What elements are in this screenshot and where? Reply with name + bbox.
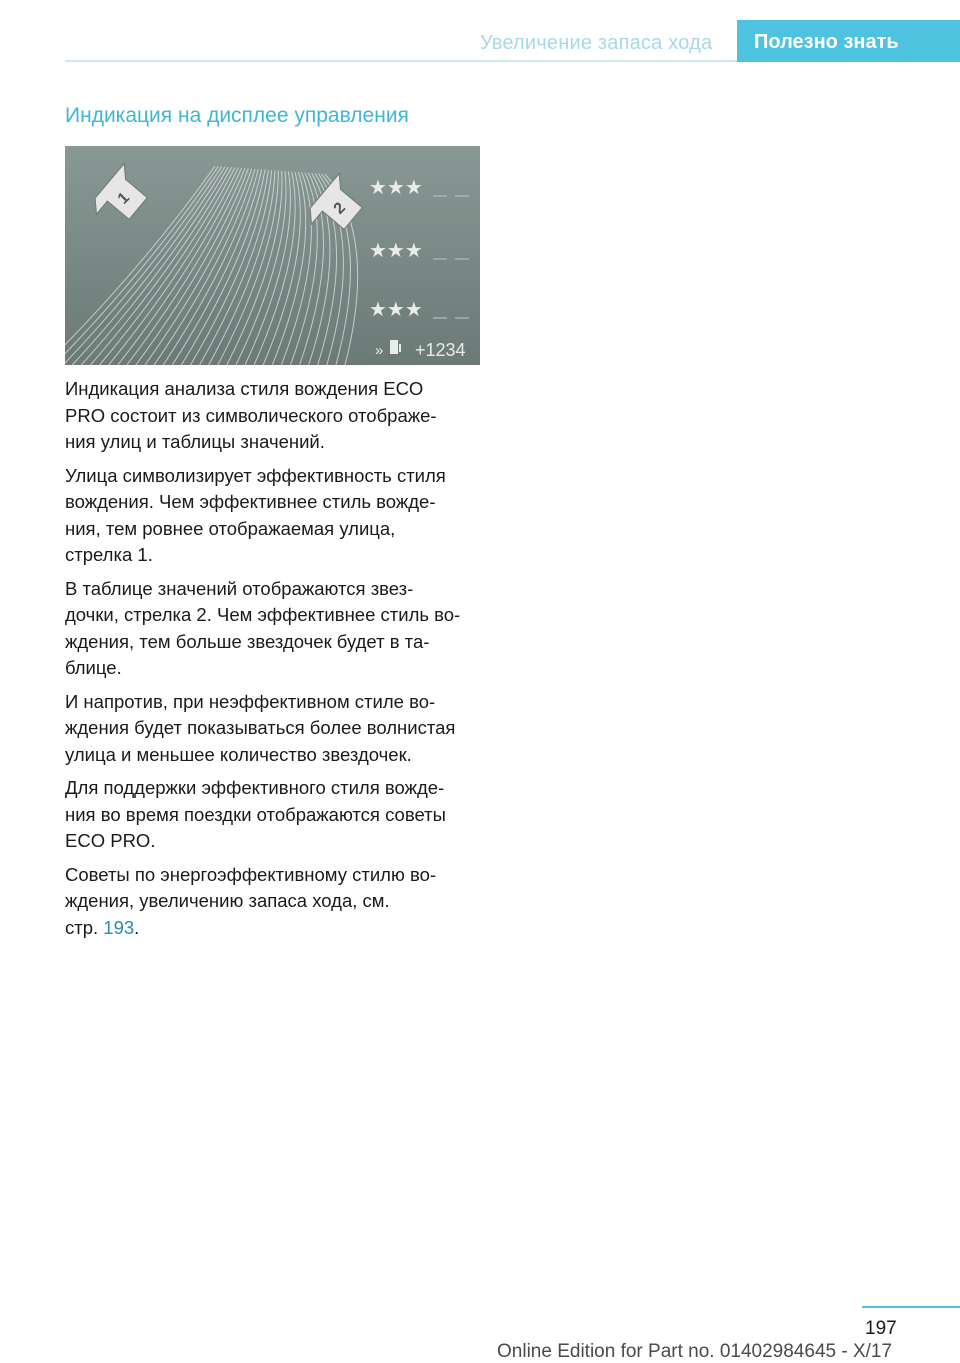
body-text — [65, 376, 485, 948]
double-chevron-icon: » — [375, 342, 384, 359]
eco-pro-display-image — [65, 146, 480, 365]
arrow-1-label: 1 — [114, 189, 133, 208]
header-chapter-tab: Полезно знать — [737, 20, 960, 62]
page-number: 197 — [865, 1318, 897, 1339]
header-section-title: Увеличение запаса хода — [480, 32, 713, 54]
paragraph-1: Индикация анализа стиля вождения ECO PRO состоит из символического отображе- ния улиц и таблицы значений. — [65, 378, 437, 452]
star-row-1: ★★★ — [369, 177, 423, 199]
range-gain-value: +1234 — [415, 340, 466, 360]
paragraph-4: И напротив, при неэффективном стиле во- ждения будет показываться более волнистая улица и меньшее количество звездочек. — [65, 690, 456, 765]
paragraph-3: В таблице значений отображаются звез- дочки, стрелка 2. Чем эффективнее стиль во- ждения, тем больше звездочек будет в та- блице. — [65, 577, 461, 678]
footer-edition: Online Edition for Part no. 01402984645 - X/17 — [497, 1341, 893, 1362]
arrow-2-label: 2 — [330, 199, 349, 218]
paragraph-6: Советы по энергоэффективному стилю во- ждения, увеличению запаса хода, см. стр. 193. — [65, 863, 437, 938]
star-row-2: ★★★ — [369, 240, 423, 262]
page-heading: Индикация на дисплее управления — [65, 104, 409, 127]
paragraph-2: Улица символизирует эффективность стиля вождения. Чем эффективнее стиль вожде- ния, тем ровнее отображаемая улица, стрелка 1. — [65, 464, 446, 565]
page-reference-link[interactable]: 193 — [103, 916, 135, 938]
star-row-3: ★★★ — [369, 299, 423, 321]
footer-rule — [862, 1306, 960, 1308]
paragraph-5: Для поддержки эффективного стиля вожде- ния во время поездки отображаются советы ECO PRO. — [65, 777, 446, 851]
